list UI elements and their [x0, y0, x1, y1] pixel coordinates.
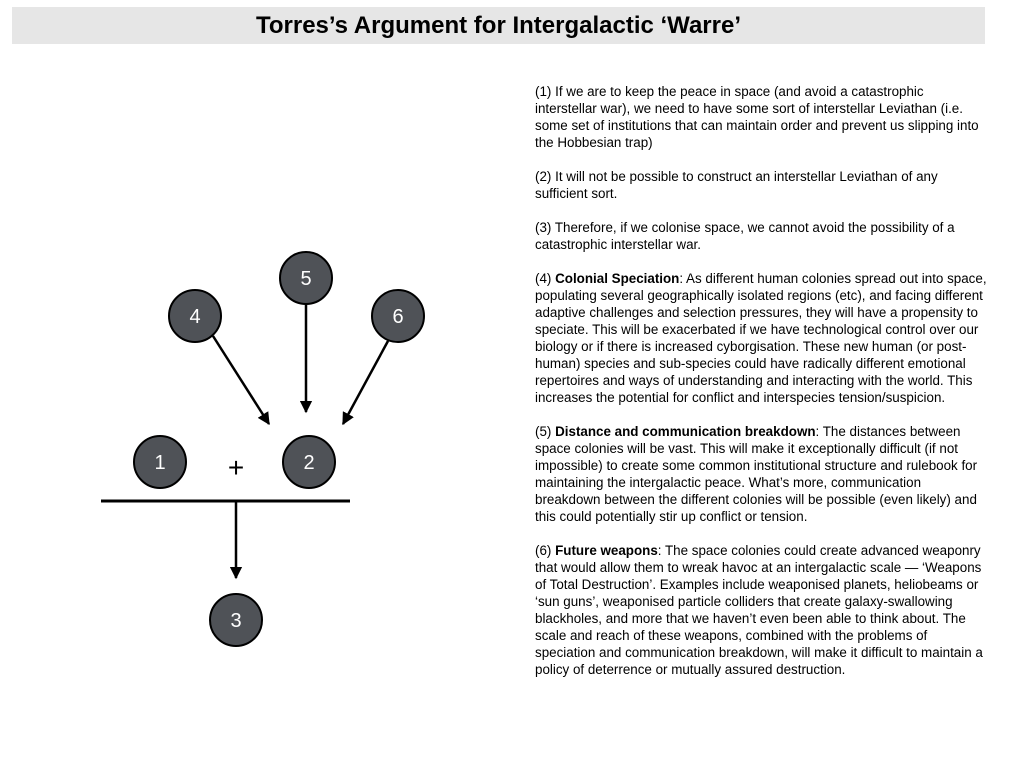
premise-3-number: (3): [535, 220, 552, 235]
node-4-label: 4: [189, 306, 201, 328]
premise-5-number: (5): [535, 424, 552, 439]
plus-sign: +: [227, 452, 245, 483]
node-1: [134, 436, 186, 488]
page-title: Torres’s Argument for Intergalactic ‘Warre’: [255, 11, 741, 39]
node-6: [372, 290, 424, 342]
premise-1-number: (1): [535, 84, 552, 99]
node-1-label: 1: [154, 452, 166, 474]
premises-list: [535, 83, 987, 695]
node-2-label: 2: [303, 452, 315, 474]
premise-3-text: Therefore, if we colonise space, we cannot avoid the possibility of a catastrophic interstellar war.: [535, 220, 955, 252]
premise-6-text: : The space colonies could create advanced weaponry that would allow them to wreak havoc at an intergalactic scale — ‘Weapons of Total Destruction’. Examples include weaponised planets, heliobeams or ‘sun guns’, weaponised particle colliders that create galaxy-swallowing blackholes, and more that we haven’t even been able to think about. The scale and reach of these weapons, combined with the problems of speciation and communication breakdown, will make it difficult to maintain a policy of deterrence or mutually assured destruction.: [535, 543, 983, 677]
node-5: [280, 252, 332, 304]
premise-4-number: (4): [535, 271, 552, 286]
node-3: [210, 594, 262, 646]
premise-4-text: : As different human colonies spread out into space, populating several geographically isolated regions (etc), and facing different adaptive challenges and selection pressures, they will have a propensity to speciate. This will be exacerbated if we have technological control over our biology or if there is increased cyborgisation. These new human (or post-human) species and sub-species could have radically different emotional repertoires and ways of understanding and interacting with the world. This increases the potential for conflict and interspecies tension/suspicion.: [535, 271, 987, 405]
premise-5: [535, 423, 987, 525]
node-3-label: 3: [230, 610, 242, 632]
node-5-label: 5: [300, 268, 312, 290]
premise-5-text: : The distances between space colonies will be vast. This will make it exceptionally difficult (if not impossible) to create some common institutional structure and rulebook for maintaining the intergalactic peace. What’s more, communication breakdown between the different colonies will be possible (even likely) and this could potentially stir up conflict or tension.: [535, 424, 978, 524]
node-4: [169, 290, 221, 342]
premise-2: [535, 168, 987, 202]
node-2: [283, 436, 335, 488]
premise-3: [535, 219, 987, 253]
premise-4: [535, 270, 987, 406]
premise-5-heading: Distance and communication breakdown: [555, 424, 816, 439]
node-6-label: 6: [392, 306, 404, 328]
premise-2-number: (2): [535, 169, 552, 184]
premise-6-heading: Future weapons: [555, 543, 658, 558]
premise-4-heading: Colonial Speciation: [555, 271, 680, 286]
premise-6: [535, 542, 987, 678]
premise-2-text: It will not be possible to construct an interstellar Leviathan of any sufficient sort.: [535, 169, 938, 201]
arrow-4-to-2: [213, 336, 269, 424]
premise-1: [535, 83, 987, 151]
premise-6-number: (6): [535, 543, 552, 558]
premise-1-text: If we are to keep the peace in space (and avoid a catastrophic interstellar war), we need to have some sort of interstellar Leviathan (i.e. some set of institutions that can maintain order and prevent us slipping into the Hobbesian trap): [535, 84, 979, 150]
arrow-6-to-2: [343, 341, 388, 424]
